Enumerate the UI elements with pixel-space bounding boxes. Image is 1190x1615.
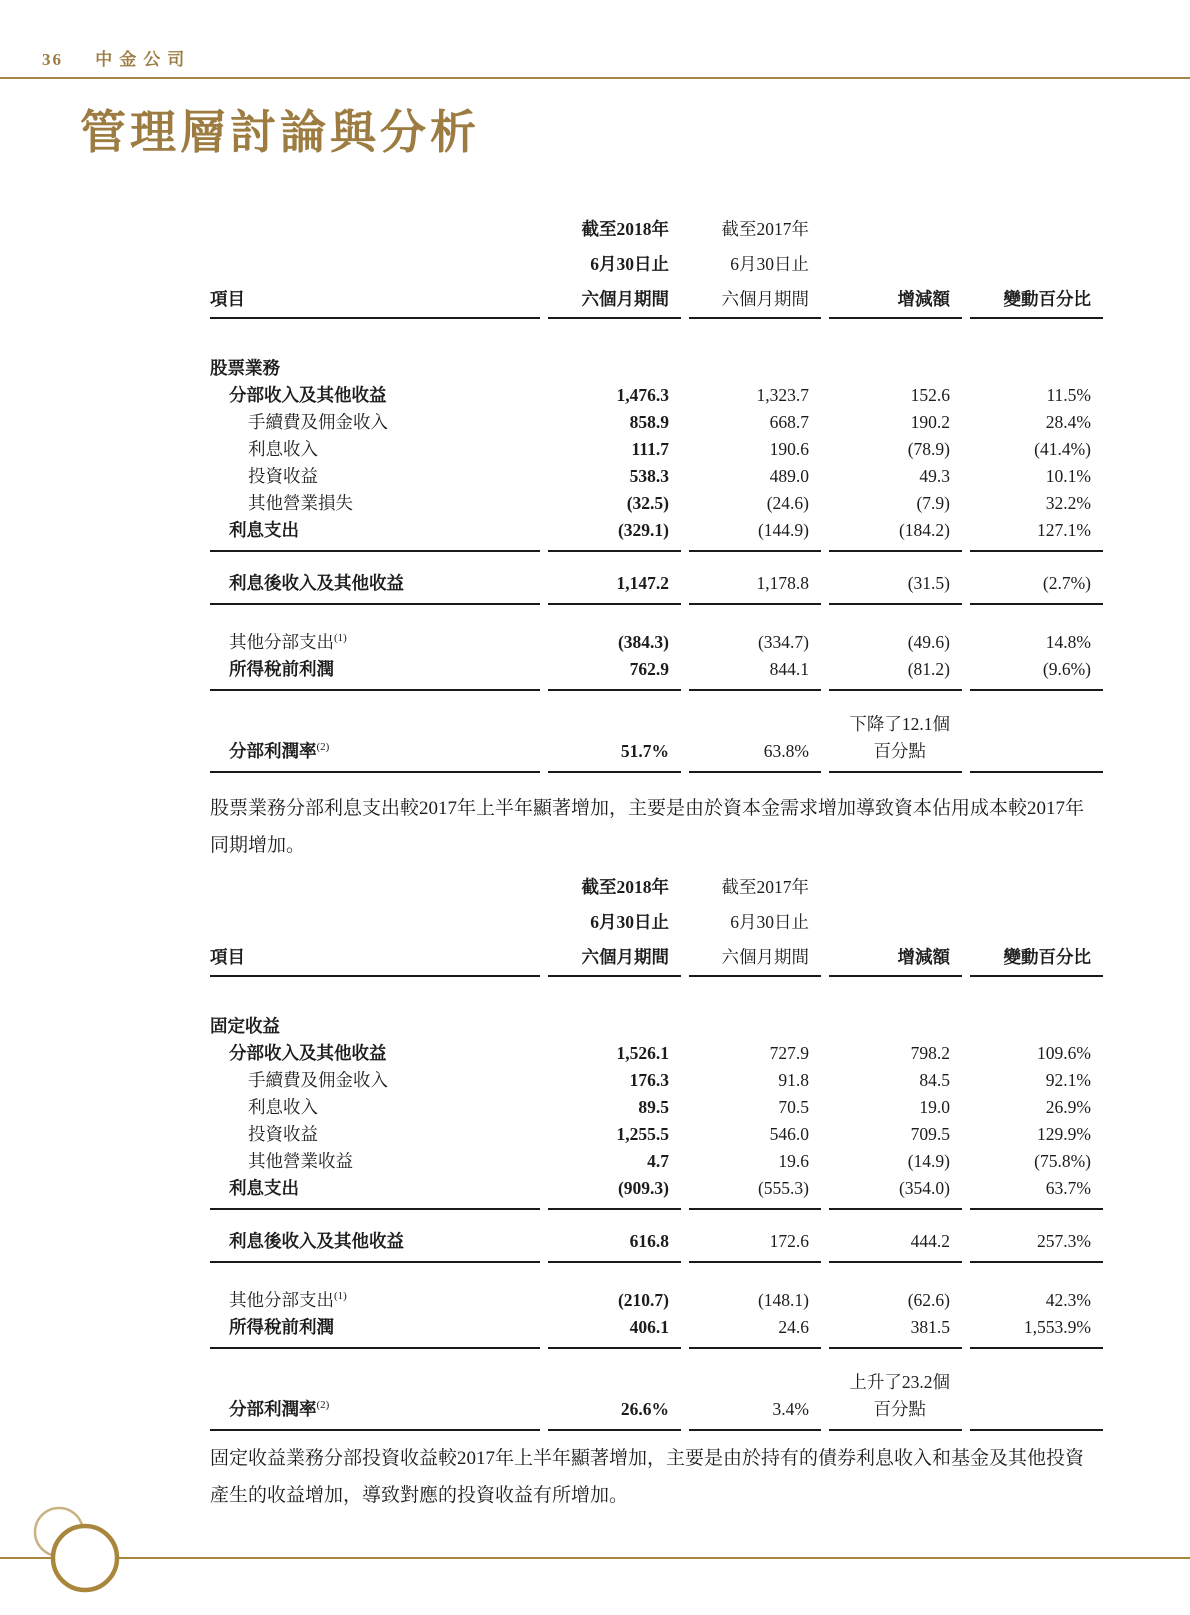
cell-change: 381.5 — [829, 1314, 962, 1349]
cell-pct: 109.6% — [1037, 1043, 1091, 1063]
row-label: 分部利潤率 — [229, 741, 317, 761]
table-row — [210, 1148, 1103, 1175]
cell-pct: (41.4%) — [1034, 439, 1091, 459]
table-row — [210, 1121, 1103, 1148]
head-row-3 — [210, 940, 1103, 977]
cell-2018: 1,476.3 — [616, 385, 669, 405]
cell-2018: 616.8 — [548, 1228, 681, 1263]
cell-pct: 127.1% — [970, 517, 1103, 552]
col-header-2018-l2: 6月30日止 — [590, 254, 669, 274]
footnote-marker: (2) — [316, 741, 330, 754]
col-header-item: 項目 — [210, 940, 540, 977]
cell-2017: 1,323.7 — [756, 385, 809, 405]
table-row — [210, 517, 1103, 552]
row-label: 手續費及佣金收入 — [248, 1070, 388, 1090]
cell-2018: (329.1) — [548, 517, 681, 552]
cell-2018: 1,255.5 — [616, 1124, 669, 1144]
head-row-1 — [210, 212, 1103, 247]
cell-change: (14.9) — [907, 1151, 950, 1171]
row-label: 其他營業收益 — [248, 1151, 353, 1171]
cell-2017: (555.3) — [689, 1175, 821, 1210]
cell-change: (81.2) — [829, 656, 962, 691]
row-label: 分部利潤率 — [229, 1399, 317, 1419]
cell-pct: (2.7%) — [970, 570, 1103, 605]
head-row-2 — [210, 905, 1103, 940]
cell-change: 84.5 — [919, 1070, 950, 1090]
col-header-item: 項目 — [210, 282, 540, 319]
page-title: 管理層討論與分析 — [80, 107, 480, 158]
section-row — [210, 1013, 1103, 1040]
col-header-2017-l1: 截至2017年 — [721, 219, 809, 239]
col-header-2017-l2: 6月30日止 — [730, 254, 809, 274]
cell-change: 798.2 — [910, 1043, 950, 1063]
row-label: 分部收入及其他收益 — [229, 385, 387, 405]
head-row-1 — [210, 870, 1103, 905]
equity-note-paragraph: 股票業務分部利息支出較2017年上半年顯著增加，主要是由於資本金需求增加導致資本佔用成本較2017年同期增加。 — [210, 798, 1085, 856]
row-label: 利息後收入及其他收益 — [210, 570, 540, 605]
cell-2017: (24.6) — [766, 493, 809, 513]
cell-pct: 1,553.9% — [970, 1314, 1103, 1349]
col-header-2017-l3: 六個月期間 — [689, 940, 821, 977]
section-label: 固定收益 — [210, 1016, 280, 1036]
table-row — [210, 1067, 1103, 1094]
cell-change-note — [829, 1369, 962, 1431]
section-label: 股票業務 — [210, 358, 280, 378]
cell-2017: 190.6 — [769, 439, 809, 459]
cell-2017: 546.0 — [769, 1124, 809, 1144]
cell-2018: (909.3) — [548, 1175, 681, 1210]
cell-2018: 858.9 — [629, 412, 669, 432]
table-row — [210, 436, 1103, 463]
cell-2018: 26.6% — [548, 1369, 681, 1431]
cell-2017: 3.4% — [689, 1369, 821, 1431]
cell-change: (354.0) — [829, 1175, 962, 1210]
row-label: 利息收入 — [248, 439, 318, 459]
row-label: 利息後收入及其他收益 — [210, 1228, 540, 1263]
cell-change: 152.6 — [910, 385, 950, 405]
col-header-pct: 變動百分比 — [970, 282, 1103, 319]
table-row — [210, 490, 1103, 517]
col-header-2018-l3: 六個月期間 — [548, 282, 681, 319]
row-label: 其他分部支出 — [229, 632, 334, 652]
cell-pct: (9.6%) — [970, 656, 1103, 691]
cell-2017: (334.7) — [757, 632, 809, 652]
cell-2017: (148.1) — [757, 1290, 809, 1310]
table-row — [210, 1175, 1103, 1210]
cell-2017: 489.0 — [769, 466, 809, 486]
row-label: 利息支出 — [210, 517, 540, 552]
change-note-line2: 百分點 — [873, 741, 926, 761]
row-label: 手續費及佣金收入 — [248, 412, 388, 432]
col-header-change: 增減額 — [829, 282, 962, 319]
head-row-3 — [210, 282, 1103, 319]
footnote-marker: (1) — [334, 1290, 347, 1303]
footnote-marker: (2) — [316, 1399, 330, 1412]
table-row margin-row — [210, 1369, 1103, 1431]
cell-change-note — [829, 711, 962, 773]
col-header-pct: 變動百分比 — [970, 940, 1103, 977]
change-note-line1: 下降了12.1個 — [849, 714, 950, 734]
cell-change: (184.2) — [829, 517, 962, 552]
cell-2018: 1,526.1 — [616, 1043, 669, 1063]
cell-change: 19.0 — [919, 1097, 950, 1117]
row-label: 分部收入及其他收益 — [229, 1043, 387, 1063]
table-head — [210, 212, 1103, 319]
cell-pct: (75.8%) — [1034, 1151, 1091, 1171]
cell-2017: 63.8% — [689, 711, 821, 773]
cell-2017: 19.6 — [778, 1151, 809, 1171]
cell-change: (49.6) — [907, 632, 950, 652]
page-header — [42, 45, 191, 70]
cell-2018: 176.3 — [629, 1070, 669, 1090]
cell-2017: 24.6 — [689, 1314, 821, 1349]
table-row — [210, 570, 1103, 605]
cell-change: 190.2 — [910, 412, 950, 432]
cell-2017: (144.9) — [689, 517, 821, 552]
table-row — [210, 1040, 1103, 1067]
cell-pct: 11.5% — [1046, 385, 1091, 405]
change-note-line2: 百分點 — [873, 1399, 926, 1419]
cell-2018: 111.7 — [631, 439, 669, 459]
cell-2017: 172.6 — [689, 1228, 821, 1263]
fixed-income-note-paragraph: 固定收益業務分部投資收益較2017年上半年顯著增加，主要是由於持有的債券利息收入和基金及其他投資產生的收益增加，導致對應的投資收益有所增加。 — [210, 1448, 1085, 1506]
cell-pct: 257.3% — [970, 1228, 1103, 1263]
cell-2017: 844.1 — [689, 656, 821, 691]
cell-change: 49.3 — [919, 466, 950, 486]
col-header-2017-l3: 六個月期間 — [689, 282, 821, 319]
row-label: 投資收益 — [248, 466, 318, 486]
cell-2017: 1,178.8 — [689, 570, 821, 605]
cell-pct: 129.9% — [1037, 1124, 1091, 1144]
table-head — [210, 870, 1103, 977]
cell-pct: 26.9% — [1045, 1097, 1091, 1117]
cell-change: (7.9) — [916, 493, 950, 513]
cell-change: (62.6) — [907, 1290, 950, 1310]
row-label: 投資收益 — [248, 1124, 318, 1144]
cell-2018: 538.3 — [629, 466, 669, 486]
cell-2018: 1,147.2 — [548, 570, 681, 605]
cell-2017: 727.9 — [769, 1043, 809, 1063]
cell-change: 444.2 — [829, 1228, 962, 1263]
cell-pct: 14.8% — [1045, 632, 1091, 652]
col-header-change: 增減額 — [829, 940, 962, 977]
cell-pct: 42.3% — [1045, 1290, 1091, 1310]
col-header-2018-l2: 6月30日止 — [590, 912, 669, 932]
col-header-2017-l1: 截至2017年 — [721, 877, 809, 897]
row-label: 所得稅前利潤 — [210, 1314, 540, 1349]
table-row — [210, 382, 1103, 409]
cell-2017: 70.5 — [778, 1097, 809, 1117]
cell-change: (31.5) — [829, 570, 962, 605]
header-divider — [0, 77, 1190, 79]
col-header-2018-l1: 截至2018年 — [581, 219, 669, 239]
col-header-2017-l2: 6月30日止 — [730, 912, 809, 932]
table-row — [210, 1314, 1103, 1349]
cell-pct: 28.4% — [1045, 412, 1091, 432]
col-header-2018-l3: 六個月期間 — [548, 940, 681, 977]
table-row — [210, 409, 1103, 436]
cell-2018: (210.7) — [617, 1290, 669, 1310]
cell-pct: 92.1% — [1045, 1070, 1091, 1090]
row-label: 所得稅前利潤 — [210, 656, 540, 691]
cell-2017: 91.8 — [778, 1070, 809, 1090]
row-label: 其他營業損失 — [248, 493, 353, 513]
cell-pct: 63.7% — [970, 1175, 1103, 1210]
table-row margin-row — [210, 711, 1103, 773]
table-row — [210, 1287, 1103, 1314]
cell-2018: 406.1 — [548, 1314, 681, 1349]
footnote-marker: (1) — [334, 632, 347, 645]
company-name: 中金公司 — [95, 50, 192, 69]
cell-change: (78.9) — [907, 439, 950, 459]
footer-decoration — [0, 1470, 1190, 1615]
cell-pct: 10.1% — [1045, 466, 1091, 486]
cell-pct — [970, 711, 1103, 773]
cell-2018: 51.7% — [548, 711, 681, 773]
col-header-2018-l1: 截至2018年 — [581, 877, 669, 897]
table-row — [210, 463, 1103, 490]
cell-2018: (32.5) — [626, 493, 669, 513]
row-label: 利息收入 — [248, 1097, 318, 1117]
fixed-income-table — [202, 870, 1111, 1431]
cell-2017: 668.7 — [769, 412, 809, 432]
cell-2018: (384.3) — [617, 632, 669, 652]
page-number: 36 — [42, 50, 63, 69]
row-label: 其他分部支出 — [229, 1290, 334, 1310]
head-row-2 — [210, 247, 1103, 282]
table-row — [210, 1094, 1103, 1121]
change-note-line1: 上升了23.2個 — [849, 1372, 950, 1392]
cell-pct: 32.2% — [1045, 493, 1091, 513]
section-row — [210, 355, 1103, 382]
table-row — [210, 656, 1103, 691]
equity-business-table — [202, 212, 1111, 773]
row-label: 利息支出 — [210, 1175, 540, 1210]
cell-pct — [970, 1369, 1103, 1431]
cell-2018: 762.9 — [548, 656, 681, 691]
decor-circle-large-icon — [53, 1526, 117, 1590]
cell-2018: 4.7 — [647, 1151, 669, 1171]
cell-change: 709.5 — [910, 1124, 950, 1144]
cell-2018: 89.5 — [638, 1097, 669, 1117]
table-row — [210, 1228, 1103, 1263]
table-row — [210, 629, 1103, 656]
